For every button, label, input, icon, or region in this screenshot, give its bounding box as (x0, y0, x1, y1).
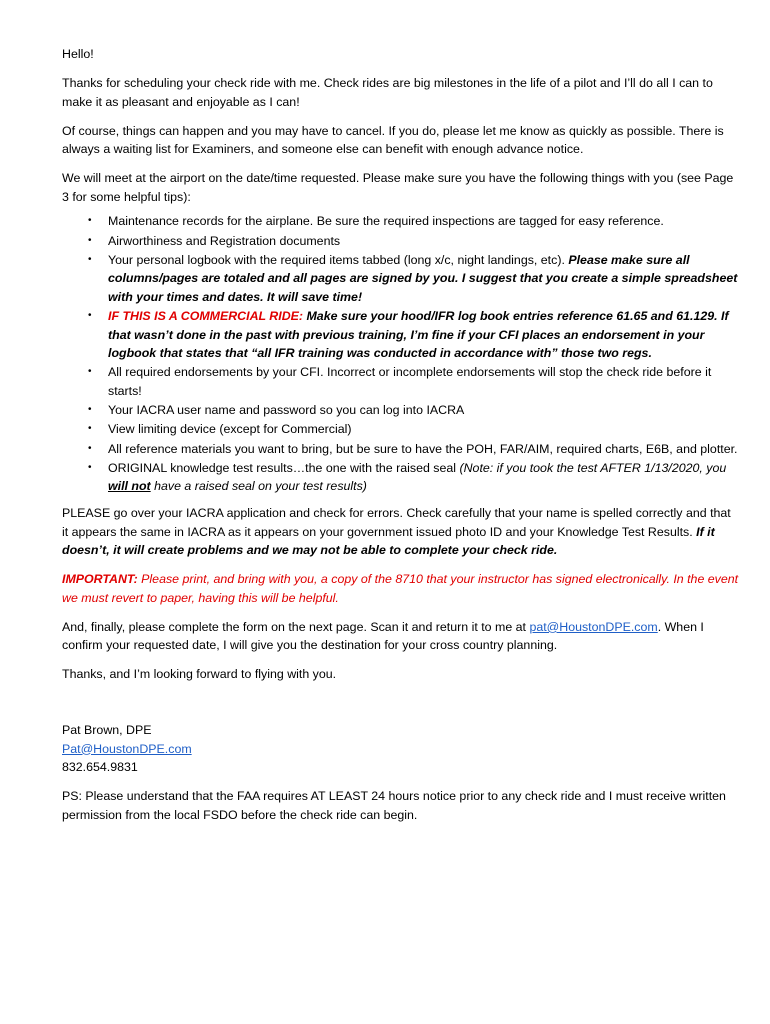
list-item: • All required endorsements by your CFI. Incorrect or incomplete endorsements will stop the check ride before it starts! (88, 365, 712, 399)
bullet-icon: • (88, 442, 92, 454)
list-item: • ORIGINAL knowledge test results…the one with the raised seal (Note: if you took the test AFTER 1/13/2020, you will not have a raised seal on your test results) (88, 460, 727, 494)
list-item: • Maintenance records for the airplane. Be sure the required inspections are tagged for easy reference. (62, 212, 740, 231)
paragraph-iacra: PLEASE go over your IACRA application and check for errors. Check carefully that your name is spelled correctly and that it appears the same in IACRA as it appears on your government issued photo ID and your Knowledge Test Results. If it doesn’t, it will create problems and we may not be able to complete your check ride. (62, 505, 731, 558)
bullet-icon: • (88, 310, 92, 322)
bullet-icon: • (88, 461, 92, 473)
list-item: • All reference materials you want to bring, but be sure to have the POH, FAR/AIM, required charts, E6B, and plotter. (62, 440, 740, 459)
signature-block (62, 721, 740, 777)
bullet-icon: • (88, 234, 92, 246)
email-link[interactable]: pat@HoustonDPE.com (529, 619, 658, 634)
paragraph-cancel: Of course, things can happen and you may have to cancel. If you do, please let me know as quickly as possible. There is always a waiting list for Examiners, and someone else can benefit with enough advance notice. (62, 123, 724, 157)
letter-body (62, 45, 740, 835)
list-item: • View limiting device (except for Commercial) (62, 420, 740, 439)
bullet-icon: • (88, 215, 92, 227)
greeting: Hello! (62, 47, 94, 61)
commercial-ride-warning: IF THIS IS A COMMERCIAL RIDE: (108, 309, 307, 324)
signature-phone: 832.654.9831 (62, 760, 138, 775)
postscript: PS: Please understand that the FAA requires AT LEAST 24 hours notice prior to any check ride and I must receive written permission from the local FSDO before the check ride can begin. (62, 789, 726, 822)
paragraph-closing: Thanks, and I’m looking forward to flying with you. (62, 667, 337, 682)
paragraph-thanks: Thanks for scheduling your check ride with me. Check rides are big milestones in the life of a pilot and I’ll do all I can to make it as pleasant and enjoyable as I can! (62, 75, 713, 109)
bullet-icon: • (88, 404, 92, 416)
paragraph-meet: We will meet at the airport on the date/time requested. Please make sure you have the following things with you (see Page 3 for some helpful tips): (62, 171, 734, 204)
logbook-emphasis: Please make sure all columns/pages are totaled and all pages are signed by you. I suggest that you create a simple spreadsheet with your times and dates. It will save time! (108, 252, 738, 304)
paragraph-important: IMPORTANT: Please print, and bring with you, a copy of the 8710 that your instructor has signed electronically. In the event we must revert to paper, having this will be helpful. (62, 572, 739, 605)
commercial-ride-emphasis: Make sure your hood/IFR log book entries reference 61.65 and 61.129. If that wasn’t done in the past with previous training, I’m fine if your CFI places an endorsement in your logbook that states that “all IFR training was conducted in accordance with” those two regs. (108, 309, 729, 361)
list-item: • Airworthiness and Registration documents (62, 232, 740, 251)
signature-email-link[interactable]: Pat@HoustonDPE.com (62, 741, 192, 756)
checklist (62, 212, 740, 496)
list-item (62, 307, 740, 363)
signature-name: Pat Brown, DPE (62, 722, 152, 737)
list-item: • Your IACRA user name and password so you can log into IACRA (62, 401, 740, 420)
bullet-icon: • (88, 366, 92, 378)
important-label: IMPORTANT: (62, 572, 138, 587)
bullet-icon: • (88, 253, 92, 265)
list-item: • Your personal logbook with the required items tabbed (long x/c, night landings, etc). Please make sure all columns/pages are totaled and all pages are signed by you. I suggest that you create a simple spreadsheet with your times and dates. It will save time! (88, 252, 738, 304)
bullet-icon: • (88, 423, 92, 435)
paragraph-form: And, finally, please complete the form on the next page. Scan it and return it to me at pat@HoustonDPE.com. When I confirm your requested date, I will give you the destination for your cross country planning. (62, 619, 704, 653)
iacra-warning: If it doesn’t, it will create problems and we may not be able to complete your check ride. (62, 524, 715, 558)
will-not-emphasis: will not (108, 479, 151, 494)
